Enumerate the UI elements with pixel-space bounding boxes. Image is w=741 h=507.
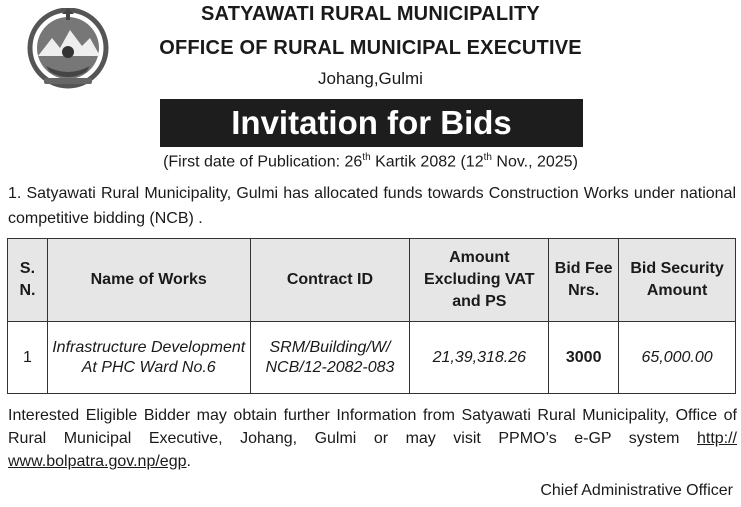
cell-sn: 1: [8, 322, 48, 394]
bids-table: [7, 238, 736, 394]
intro-paragraph: 1. Satyawati Rural Municipality, Gulmi has allocated funds towards Construction Works under national competitive bidding (NCB) .: [8, 185, 736, 227]
publication-date: (First date of Publication: 26th Kartik 2082 (12th Nov., 2025): [163, 152, 578, 171]
header-name-of-works: Name of Works: [47, 239, 250, 322]
table-row: [8, 322, 736, 394]
cell-amount: 21,39,318.26: [410, 322, 549, 394]
table-header-row: [8, 239, 736, 322]
cell-name-of-works: Infrastructure Development At PHC Ward No.6: [47, 322, 250, 394]
header-bid-fee: Bid Fee Nrs.: [549, 239, 619, 322]
info-paragraph: Interested Eligible Bidder may obtain further Information from Satyawati Rural Municipality, Office of Rural Municipal Executive, Johang, Gulmi or may visit PPMO’s e-GP system http:// www.bolpatra.gov.np/egp.: [8, 407, 737, 470]
signature-title: Chief Administrative Officer: [540, 482, 733, 499]
header-amount: Amount Excluding VAT and PS: [410, 239, 549, 322]
header-bid-security: Bid Security Amount: [619, 239, 736, 322]
municipality-name: SATYAWATI RURAL MUNICIPALITY: [201, 3, 540, 25]
cell-contract-id: SRM/Building/W/ NCB/12-2082-083: [250, 322, 410, 394]
cell-bid-fee: 3000: [549, 322, 619, 394]
office-name: OFFICE OF RURAL MUNICIPAL EXECUTIVE: [159, 37, 582, 59]
header-sn: S. N.: [8, 239, 48, 322]
notice-title-banner: Invitation for Bids: [160, 99, 583, 147]
egp-link[interactable]: http:// www.bolpatra.gov.np/egp: [8, 430, 737, 470]
cell-bid-security: 65,000.00: [619, 322, 736, 394]
header-contract-id: Contract ID: [250, 239, 410, 322]
office-location: Johang,Gulmi: [318, 69, 423, 88]
